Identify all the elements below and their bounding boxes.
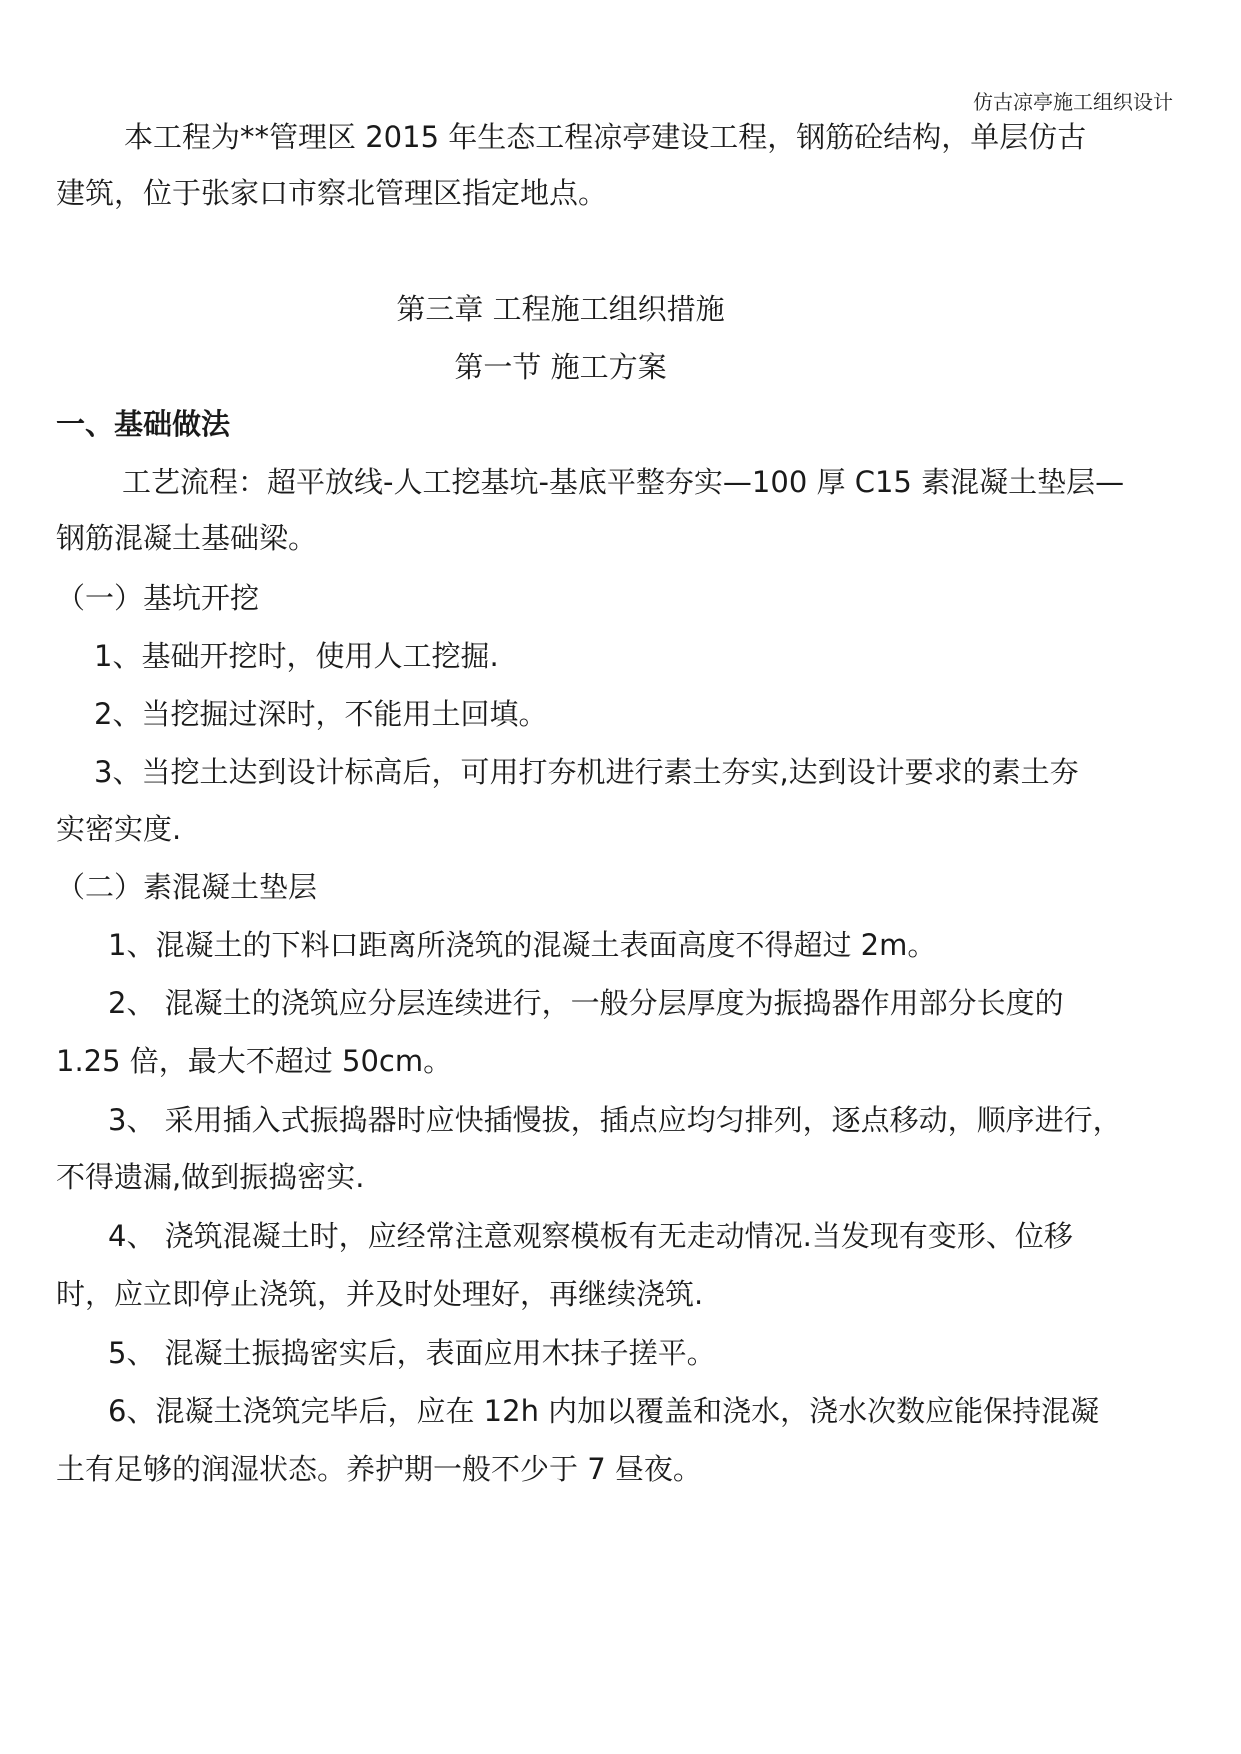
intro-line-2: 建筑，位于张家口市察北管理区指定地点。 [56,176,608,210]
sub1-item-1: 1、基础开挖时，使用人工挖掘. [94,639,499,673]
heading-foundation: 一、基础做法 [56,407,231,441]
subsection-title-1: （一）基坑开挖 [56,581,260,615]
sub2-item-6-line-2: 土有足够的润湿状态。养护期一般不少于 7 昼夜。 [56,1452,702,1486]
sub2-item-2-line-2: 1.25 倍，最大不超过 50cm。 [56,1044,453,1078]
page-header: 仿古凉亭施工组织设计 [973,90,1173,114]
process-line-1: 工艺流程：超平放线-人工挖基坑-基底平整夯实—100 厚 C15 素混凝土垫层— [122,465,1125,499]
process-line-2: 钢筋混凝土基础梁。 [56,521,318,555]
sub2-item-3-line-1: 3、 采用插入式振捣器时应快插慢拔，插点应均匀排列，逐点移动，顺序进行， [108,1103,1122,1137]
sub1-item-3-line-1: 3、当挖土达到设计标高后，可用打夯机进行素土夯实,达到设计要求的素土夯 [94,755,1079,789]
sub2-item-2-line-1: 2、 混凝土的浇筑应分层连续进行，一般分层厚度为振捣器作用部分长度的 [108,986,1064,1020]
section-title: 第一节 施工方案 [454,350,667,384]
sub1-item-3-line-2: 实密实度. [56,812,182,846]
sub2-item-5: 5、 混凝土振捣密实后，表面应用木抹子搓平。 [108,1336,716,1370]
sub2-item-6-line-1: 6、混凝土浇筑完毕后，应在 12h 内加以覆盖和浇水，浇水次数应能保持混凝 [108,1394,1100,1428]
sub2-item-1: 1、混凝土的下料口距离所浇筑的混凝土表面高度不得超过 2m。 [108,928,937,962]
sub2-item-3-line-2: 不得遗漏,做到振捣密实. [56,1160,365,1194]
intro-line-1: 本工程为**管理区 2015 年生态工程凉亭建设工程，钢筋砼结构，单层仿古 [124,120,1087,154]
sub2-item-4-line-2: 时，应立即停止浇筑，并及时处理好，再继续浇筑. [56,1277,704,1311]
sub1-item-2: 2、当挖掘过深时，不能用土回填。 [94,697,548,731]
chapter-title: 第三章 工程施工组织措施 [396,292,725,326]
sub2-item-4-line-1: 4、 浇筑混凝土时，应经常注意观察模板有无走动情况.当发现有变形、位移 [108,1219,1073,1253]
subsection-title-2: （二）素混凝土垫层 [56,870,318,904]
